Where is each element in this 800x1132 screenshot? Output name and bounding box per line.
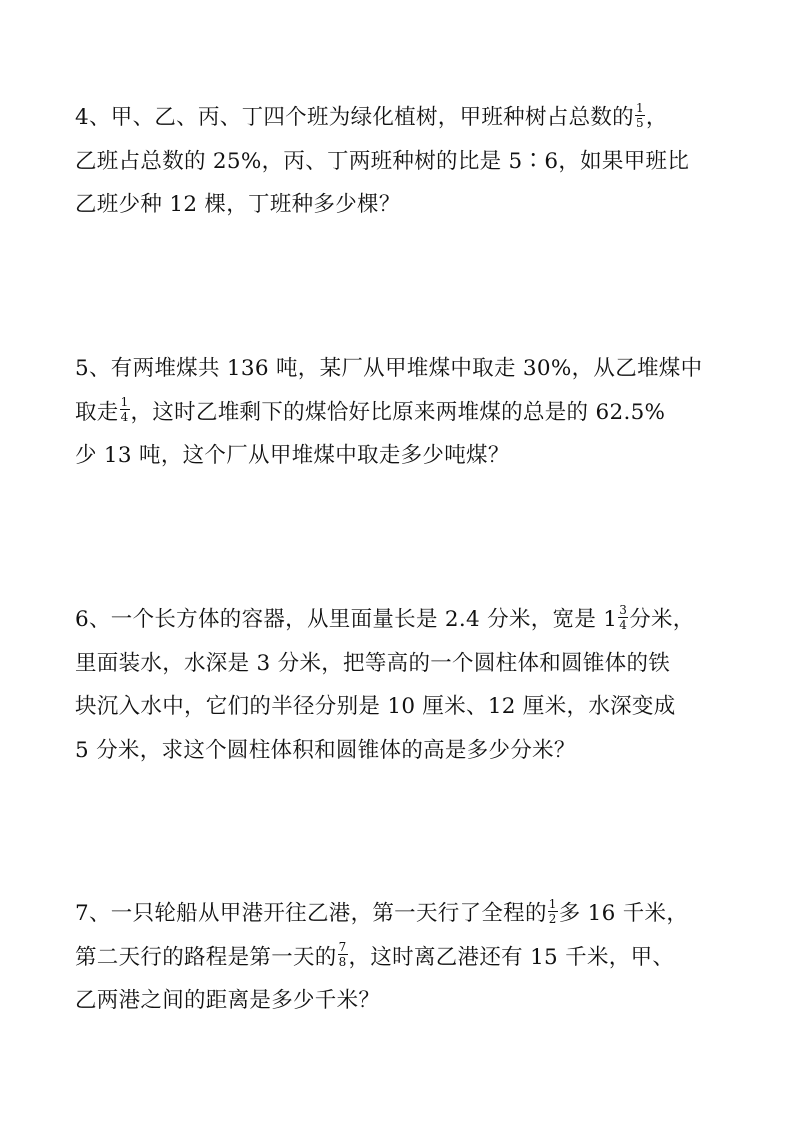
text-run: 7、一只轮船从甲港开往乙港，第一天行了全程的 <box>75 901 547 926</box>
fraction <box>338 941 348 968</box>
fraction <box>548 898 558 925</box>
text-run: 第二天行的路程是第一天的 <box>75 944 337 970</box>
text-run: ，这时离乙港还有 15 千米，甲、 <box>348 944 675 970</box>
fraction-numerator: 7 <box>338 940 347 954</box>
problem-4 <box>75 96 735 227</box>
problem-line <box>75 140 735 184</box>
fraction-numerator: 1 <box>120 395 129 409</box>
text-run: 乙班占总数的 25%，丙、丁两班种树的比是 5∶6，如果甲班比 <box>75 148 690 174</box>
text-run: 乙班少种 12 棵，丁班种多少棵？ <box>75 192 401 217</box>
text-run: 块沉入水中，它们的半径分别是 10 厘米、12 厘米，水深变成 <box>75 694 676 719</box>
text-run: 乙两港之间的距离是多少千米？ <box>75 988 381 1013</box>
fraction-numerator: 1 <box>635 100 644 115</box>
fraction-numerator: 1 <box>548 896 557 911</box>
fraction-denominator: 4 <box>120 410 129 424</box>
problem-7 <box>75 892 735 1023</box>
problem-6 <box>75 598 735 772</box>
fraction <box>635 102 645 129</box>
problem-5 <box>75 347 735 478</box>
problem-line <box>75 979 735 1023</box>
fraction <box>120 396 130 423</box>
text-run: ，这时乙堆剩下的煤恰好比原来两堆煤的总是的 62.5% <box>130 399 666 425</box>
text-run: 分米， <box>629 607 695 632</box>
problem-line <box>75 347 735 391</box>
problem-line <box>75 729 735 773</box>
text-run: 4、甲、乙、丙、丁四个班为绿化植树，甲班种树占总数的 <box>75 105 634 130</box>
problem-line <box>75 892 735 936</box>
problem-line <box>75 96 735 140</box>
text-run: 6、一个长方体的容器，从里面量长是 2.4 分米，宽是 1 <box>75 607 618 632</box>
text-run: 少 13 吨，这个厂从甲堆煤中取走多少吨煤？ <box>75 443 510 468</box>
problem-line <box>75 183 735 227</box>
text-run: 5 分米，求这个圆柱体积和圆锥体的高是多少分米？ <box>75 737 576 763</box>
fraction-denominator: 2 <box>548 911 557 926</box>
text-run: ， <box>645 105 668 130</box>
fraction-denominator: 5 <box>635 115 644 130</box>
text-run: 里面装水，水深是 3 分米，把等高的一个圆柱体和圆锥体的铁 <box>75 650 671 676</box>
text-run: 取走 <box>75 399 119 425</box>
text-run: 多 16 千米， <box>558 901 689 926</box>
fraction-denominator: 8 <box>338 955 347 969</box>
text-run: 5、有两堆煤共 136 吨，某厂从甲堆煤中取走 30%，从乙堆煤中 <box>75 356 703 381</box>
fraction <box>618 604 628 631</box>
problem-line <box>75 642 735 686</box>
problem-line <box>75 685 735 729</box>
problem-line <box>75 434 735 478</box>
fraction-denominator: 4 <box>619 617 628 632</box>
problem-line <box>75 936 735 980</box>
fraction-numerator: 3 <box>619 602 628 617</box>
problem-line <box>75 598 735 642</box>
problem-line <box>75 391 735 435</box>
